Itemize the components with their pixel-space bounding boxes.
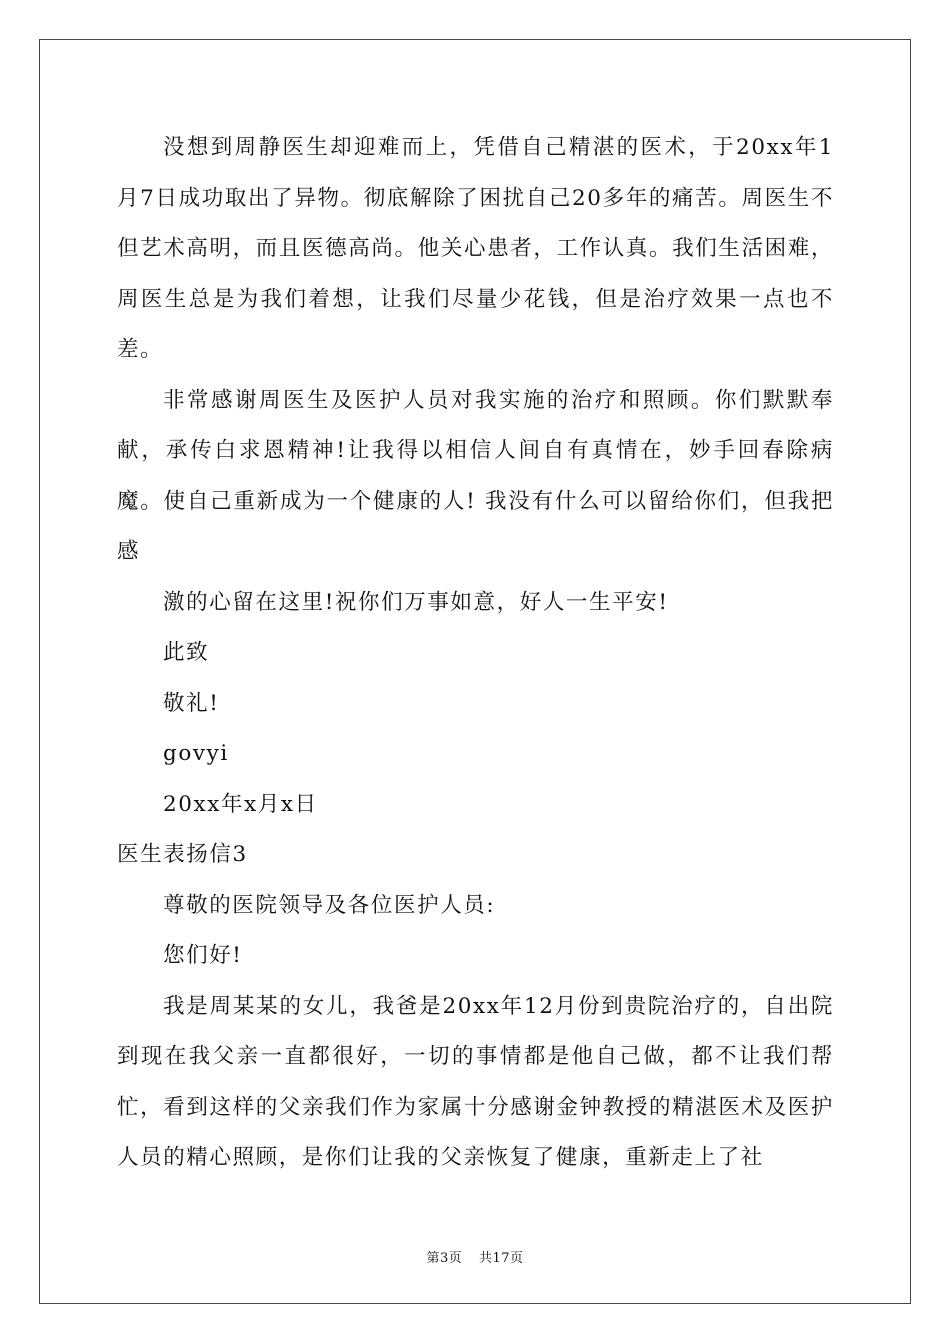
signature-name: govyi <box>163 741 229 766</box>
section-title: 医生表扬信3 <box>117 842 248 867</box>
signature-date: 20xx年x月x日 <box>163 791 318 817</box>
paragraph-2: 非常感谢周医生及医护人员对我实施的治疗和照顾。你们默默奉献，承传白求恩精神!让我得以相信人间自有真情在，妙手回春除病魔。使自己重新成为一个健康的人! 我没有什么可以留给你们，但我把感 <box>117 387 834 564</box>
letter-greeting: 尊敬的医院领导及各位医护人员: <box>163 892 496 918</box>
page-footer <box>0 1247 950 1266</box>
letter-hello: 您们好! <box>163 943 243 968</box>
page-number: 第3页 <box>426 1251 463 1266</box>
paragraph-1: 没想到周静医生却迎难而上，凭借自己精湛的医术，于20xx年1月7日成功取出了异物。彻底解除了困扰自己20多年的痛苦。周医生不但艺术高明，而且医德高尚。他关心患者，工作认真。我们生活困难，周医生总是为我们着想，让我们尽量少花钱，但是治疗效果一点也不差。 <box>117 135 834 362</box>
document-body <box>117 123 834 1184</box>
salutation-jingli: 敬礼! <box>163 690 220 716</box>
paragraph-body: 我是周某某的女儿，我爸是20xx年12月份到贵院治疗的，自出院到现在我父亲一直都很好，一切的事情都是他自己做，都不让我们帮忙，看到这样的父亲我们作为家属十分感谢金钟教授的精湛医术及医护人员的精心照顾，是你们让我的父亲恢复了健康，重新走上了社 <box>117 993 834 1170</box>
salutation-cizhi: 此致 <box>163 640 210 665</box>
paragraph-3: 激的心留在这里!祝你们万事如意，好人一生平安! <box>163 589 669 615</box>
page-total: 共17页 <box>478 1251 524 1266</box>
